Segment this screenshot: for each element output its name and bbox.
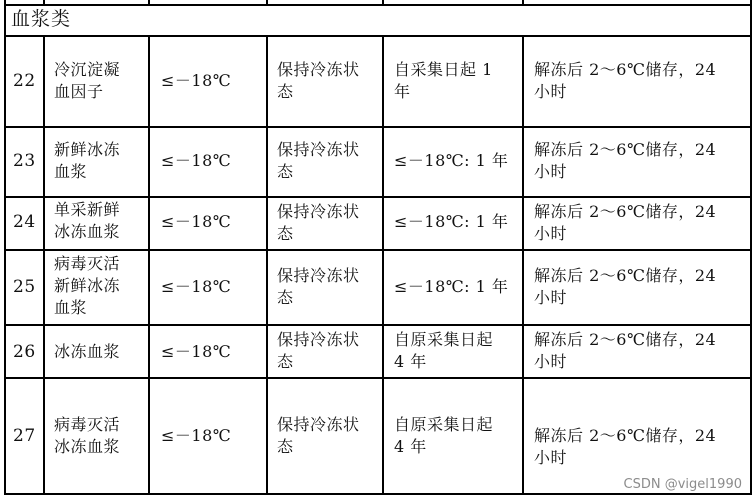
column-divider <box>148 36 150 495</box>
transport-condition: 保持冷冻状 态 <box>277 60 360 101</box>
product-name: 新鲜冰冻 血浆 <box>54 140 121 181</box>
column-divider <box>522 36 524 495</box>
storage-temperature: ≤－18℃ <box>161 151 232 170</box>
row-divider <box>4 196 752 198</box>
storage-notes: 解冻后 2～6℃储存，24 小时 <box>534 140 717 181</box>
product-name: 病毒灭活 新鲜冰冻 血浆 <box>54 254 121 317</box>
storage-temperature: ≤－18℃ <box>161 212 232 231</box>
row-divider <box>4 126 752 128</box>
storage-temperature: ≤－18℃ <box>161 277 232 296</box>
column-divider <box>43 36 45 495</box>
row-number: 26 <box>13 342 36 362</box>
transport-condition: 保持冷冻状 态 <box>277 266 360 307</box>
table-border-left <box>4 0 6 495</box>
transport-condition: 保持冷冻状 态 <box>277 415 360 456</box>
storage-notes: 解冻后 2～6℃储存，24 小时 <box>534 426 717 467</box>
product-name: 病毒灭活 冰冻血浆 <box>54 415 121 456</box>
storage-notes: 解冻后 2～6℃储存，24 小时 <box>534 60 717 101</box>
column-divider <box>382 36 384 495</box>
transport-condition: 保持冷冻状 态 <box>277 202 360 243</box>
storage-notes: 解冻后 2～6℃储存，24 小时 <box>534 330 717 371</box>
validity-period: 自原采集日起 4 年 <box>394 415 494 456</box>
row-number: 27 <box>13 426 36 446</box>
storage-temperature: ≤－18℃ <box>161 342 232 361</box>
row-divider <box>4 35 752 37</box>
row-divider <box>4 249 752 251</box>
storage-notes: 解冻后 2～6℃储存，24 小时 <box>534 266 717 307</box>
product-name: 单采新鲜 冰冻血浆 <box>54 200 121 241</box>
validity-period: 自原采集日起 4 年 <box>394 330 494 371</box>
storage-temperature: ≤－18℃ <box>161 71 232 90</box>
row-number: 25 <box>13 277 36 297</box>
product-name: 冷沉淀凝 血因子 <box>54 60 121 101</box>
row-divider <box>4 324 752 326</box>
validity-period: ≤－18℃: 1 年 <box>394 151 509 170</box>
row-number: 24 <box>13 212 36 232</box>
row-divider <box>4 4 752 6</box>
validity-period: 自采集日起 1 年 <box>394 60 493 101</box>
row-divider <box>4 377 752 379</box>
column-divider <box>266 36 268 495</box>
transport-condition: 保持冷冻状 态 <box>277 140 360 181</box>
section-title: 血浆类 <box>11 8 72 30</box>
storage-temperature: ≤－18℃ <box>161 426 232 445</box>
product-name: 冰冻血浆 <box>54 342 121 361</box>
row-number: 23 <box>13 151 36 171</box>
watermark-text: CSDN @vigel1990 <box>623 477 742 492</box>
storage-notes: 解冻后 2～6℃储存，24 小时 <box>534 202 717 243</box>
validity-period: ≤－18℃: 1 年 <box>394 212 509 231</box>
transport-condition: 保持冷冻状 态 <box>277 330 360 371</box>
table-border-right <box>750 0 752 495</box>
row-divider <box>4 493 752 495</box>
row-number: 22 <box>13 71 36 91</box>
validity-period: ≤－18℃: 1 年 <box>394 277 509 296</box>
